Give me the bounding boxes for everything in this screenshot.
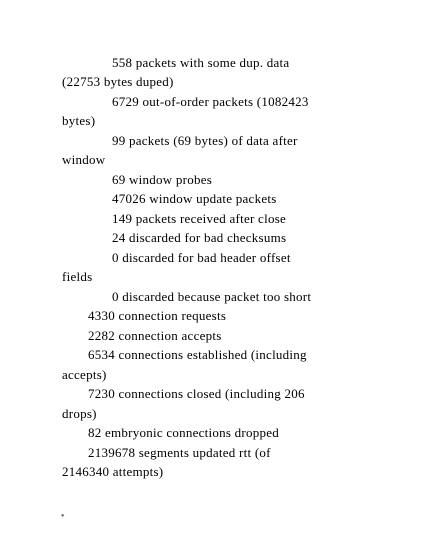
text-line: 6729 out-of-order packets (1082423 xyxy=(112,94,309,109)
text-line: 0 discarded for bad header offset xyxy=(112,250,291,265)
text-line: 2139678 segments updated rtt (of xyxy=(88,445,271,460)
text-line: 69 window probes xyxy=(112,172,213,187)
text-line: (22753 bytes duped) xyxy=(62,74,174,89)
text-line: 99 packets (69 bytes) of data after xyxy=(112,133,298,148)
text-line: 24 discarded for bad checksums xyxy=(112,230,287,245)
text-line: 7230 connections closed (including 206 xyxy=(88,386,305,401)
text-line: 558 packets with some dup. data xyxy=(112,55,290,70)
text-line: 47026 window update packets xyxy=(112,191,277,206)
text-line: 2146340 attempts) xyxy=(62,464,164,479)
text-line: accepts) xyxy=(62,367,107,382)
text-line: bytes) xyxy=(62,113,96,128)
footer-mark: * xyxy=(61,513,65,521)
text-line: 149 packets received after close xyxy=(112,211,287,226)
text-line: 0 discarded because packet too short xyxy=(112,289,312,304)
text-line: window xyxy=(62,152,106,167)
text-line: drops) xyxy=(62,406,97,421)
text-line: fields xyxy=(62,269,93,284)
text-line: 82 embryonic connections dropped xyxy=(88,425,280,440)
text-line: 4330 connection requests xyxy=(88,308,227,323)
text-line: 6534 connections established (including xyxy=(88,347,307,362)
text-line: 2282 connection accepts xyxy=(88,328,222,343)
